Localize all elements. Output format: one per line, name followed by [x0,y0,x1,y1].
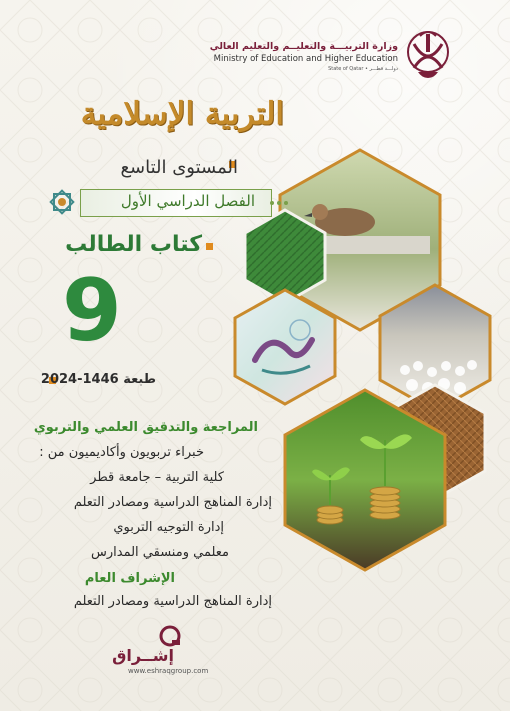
supervision-text: إدارة المناهج الدراسية ومصادر التعلم [73,594,272,609]
publisher-name: إشــراق [112,646,174,665]
review-item: كلية التربية – جامعة قطر [90,470,224,485]
eshraq-logo-icon [158,624,182,648]
banner-dots [268,199,290,207]
book-title: التربية الإسلامية [80,96,284,132]
review-item: إدارة التوجيه التربوي [113,520,224,535]
ministry-state: State of Qatar • دولـــة قطـــر [328,66,398,72]
islamic-star-icon [46,186,78,218]
semester-label: الفصل الدراسي الأول [120,192,255,210]
review-item: خبراء تربويون وأكاديميون من : [39,445,204,460]
ministry-name-en: Ministry of Education and Higher Education [213,54,398,64]
review-title: المراجعة والتدقيق العلمي والتربوي [33,420,258,435]
publisher-url: www.eshraqgroup.com [128,667,209,675]
review-item: معلمي ومنسقي المدارس [91,545,229,560]
book-type: كتاب الطالب [65,232,202,257]
level-label: المستوى التاسع [120,157,238,178]
supervision-title: الإشراف العام [84,571,175,586]
grade-number: 9 [62,261,122,361]
bullet-marker [206,243,213,250]
ministry-name-ar: وزارة التربيـــة والتعليــم والتعليم العالي [209,41,398,52]
edition-label: طبعة 1446-2024 [40,372,156,387]
review-item: إدارة المناهج الدراسية ومصادر التعلم [73,495,272,510]
